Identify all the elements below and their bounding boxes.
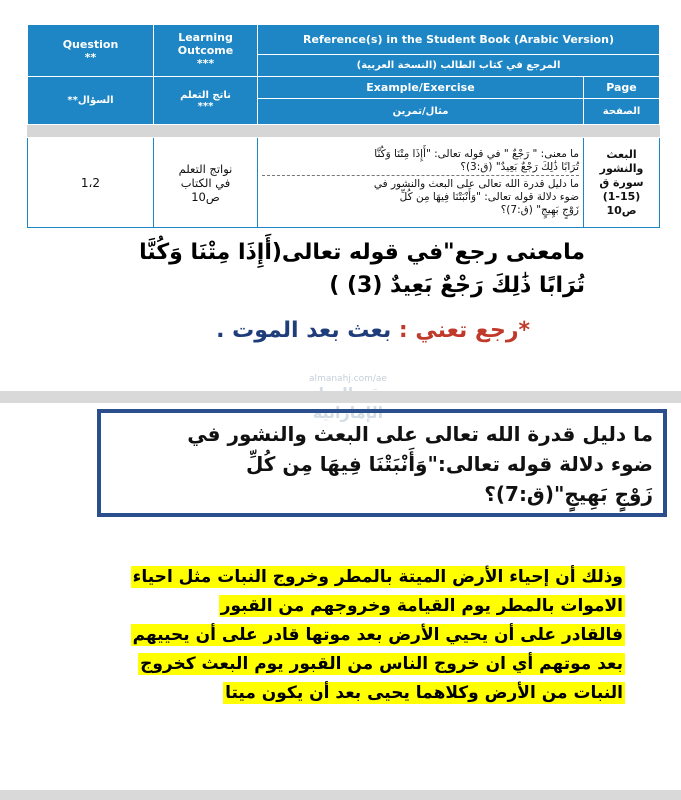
answer-1 — [130, 318, 530, 343]
question-2-line: ضوء دلالة قوله تعالى:"وَأَنْبَتْنَا فِيهَا مِن كُلِّ — [245, 452, 653, 476]
watermark-logo: الإماراتية — [312, 403, 384, 422]
page-line: ص10 — [606, 203, 637, 217]
table-gap-row — [28, 125, 660, 138]
question-2-box — [97, 409, 667, 517]
outcome-line: نواتج التعلم — [178, 161, 233, 176]
learning-outcome-header — [154, 25, 258, 77]
question-2-line: زَوْجٍ بَهِيجٍ"(ق:7)؟ — [484, 482, 653, 506]
question-1-line: مامعنى رجع"في قوله تعالى(أَإِذَا مِتْنَا وَكُنَّا — [139, 240, 585, 265]
reference-header-en: Reference(s) in the Student Book (Arabic Version) — [258, 25, 660, 55]
learning-outcome-header-en: Learning Outcome — [177, 31, 234, 57]
answer-2-line: فالقادر على أن يحيي الأرض بعد موتها قادر على أن يحييهم — [132, 625, 623, 645]
page-divider — [0, 391, 681, 403]
example-line: زَوْجٍ بَهِيجٍ" (ق:7)؟ — [500, 204, 579, 216]
example-line: ما دليل قدرة الله تعالى على البعث والنشور في — [373, 178, 579, 190]
example-cell — [258, 138, 584, 228]
question-header-ar: السؤال** — [28, 77, 154, 125]
question-header-stars: ** — [84, 50, 97, 64]
curriculum-table — [27, 24, 660, 228]
question-header — [28, 25, 154, 77]
answer-2-line: بعد موتهم أي ان خروج الناس من القبور يوم البعث كخروج — [140, 654, 623, 674]
learning-outcome-header-ar-stars: *** — [197, 100, 214, 112]
answer-1-text: بعث بعد الموت . — [216, 318, 392, 343]
page-line: البعث — [606, 147, 637, 161]
page-cell — [584, 138, 660, 228]
page-line: (1-15) — [602, 189, 641, 203]
answer-2-line: النبات من الأرض وكلاهما يحيى بعد أن يكون ميتا — [225, 683, 623, 703]
page-line: سورة ق — [599, 175, 644, 189]
page-header-en: Page — [584, 77, 660, 99]
bottom-bar — [0, 790, 681, 800]
answer-2-line: الاموات بالمطر يوم القيامة وخروجهم من القبور — [220, 596, 623, 616]
answer-2 — [100, 563, 625, 708]
learning-outcome-cell — [154, 138, 258, 228]
watermark-url: almanahj.com/ae — [309, 374, 387, 384]
answer-2-line: وذلك أن إحياء الأرض الميتة بالمطر وخروج النبات مثل احياء — [132, 567, 623, 587]
example-header-en: Example/Exercise — [258, 77, 584, 99]
learning-outcome-header-stars: *** — [196, 57, 215, 70]
question-1 — [120, 236, 585, 302]
example-line: ما معنى: " رَجْعٌ " في قوله تعالى: "أَإِذَا مِتْنَا وَكُنَّا — [374, 148, 579, 160]
answer-1-label: *رجع تعني : — [398, 318, 530, 343]
page-line: والنشور — [599, 161, 644, 175]
outcome-line: ص10 — [191, 189, 220, 204]
table-row — [28, 138, 660, 228]
reference-header-ar: المرجع في كتاب الطالب (النسخة العربية) — [258, 55, 660, 77]
example-line: تُرَابًا ذَٰلِكَ رَجْعٌ بَعِيدٌ" (ق:3)؟ — [262, 161, 579, 176]
question-2-line: ما دليل قدرة الله تعالى على البعث والنشور في — [187, 422, 653, 446]
learning-outcome-header-ar — [154, 77, 258, 125]
question-1-line: تُرَابًا ذَٰلِكَ رَجْعٌ بَعِيدٌ (3) ) — [329, 273, 585, 298]
question-header-en: Question — [62, 37, 119, 51]
outcome-line: في الكتاب — [180, 175, 231, 190]
question-number-cell: 1،2 — [28, 138, 154, 228]
page-header-ar: الصفحة — [584, 99, 660, 125]
learning-outcome-header-ar-text: ناتج التعلم — [180, 89, 231, 101]
example-line: ضوء دلالة قوله تعالى: "وَأَنْبَتْنَا فِيهَا مِن كُلِّ — [399, 191, 579, 203]
example-header-ar: مثال/تمرين — [258, 99, 584, 125]
